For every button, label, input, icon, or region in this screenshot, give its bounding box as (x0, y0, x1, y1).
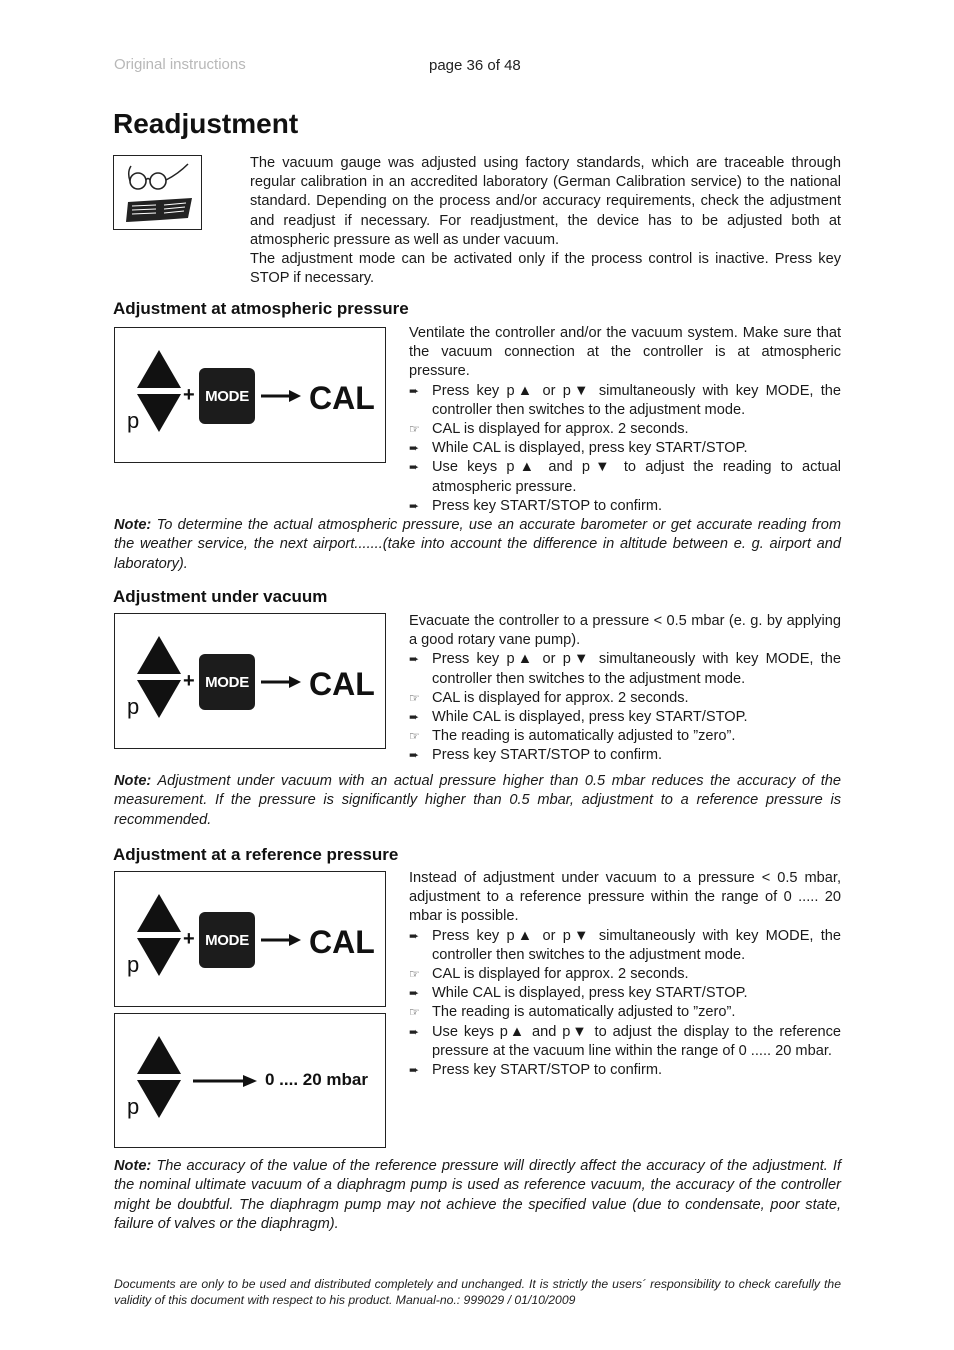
arrow-right-icon: ➨ (409, 1024, 420, 1039)
cal-display: CAL (309, 666, 375, 702)
note-atmospheric: Note: To determine the actual atmospheric pressure, use an accurate barometer or get accurate reading from the weather service, the next airport.......(take into account the difference in altitude between e. g. airport and laboratory). (114, 517, 841, 572)
note-label: Note: (114, 773, 152, 789)
pointing-hand-icon: ☞ (409, 690, 420, 705)
intro-paragraph-2: The adjustment mode can be activated only if the process control is inactive. Press key STOP if necessary. (250, 251, 841, 287)
pointing-hand-icon: ☞ (409, 967, 420, 982)
mode-key: MODE (199, 368, 255, 424)
note-label: Note: (114, 517, 152, 533)
key-p-label: p (127, 952, 140, 977)
heading-reference: Adjustment at a reference pressure (113, 845, 399, 864)
arrow-right-icon: ➨ (409, 928, 420, 943)
p-up-down-keys-icon (133, 348, 185, 434)
arrow-right-icon: ➨ (409, 460, 420, 475)
steps-reference (409, 869, 841, 1080)
page-title: Readjustment (113, 108, 299, 139)
plus-sign: + (183, 928, 195, 950)
mode-key: MODE (199, 912, 255, 968)
cal-display: CAL (309, 924, 375, 960)
arrow-right-icon: ➨ (409, 441, 420, 456)
list-item: ☞ CAL is displayed for approx. 2 seconds. (409, 420, 841, 439)
arrow-right-icon: ➨ (409, 498, 420, 513)
key-p-label: p (127, 1094, 140, 1119)
list-item: ➨ Use keys p▲ and p▼ to adjust the display to the reference pressure at the vacuum line within the range of 0 ..... 20 mbar. (409, 1023, 841, 1059)
intro-paragraph-1: The vacuum gauge was adjusted using factory standards, which are traceable through regular calibration in an accredited laboratory (German Calibration service) to the national standard. Depending on the process and/or accuracy requirements, check the adjustment and readjust if necessary. For readjustment, the device has to be adjusted both at atmospheric pressure as well as under vacuum. (250, 155, 841, 248)
pointing-hand-icon: ☞ (409, 422, 420, 437)
mode-key: MODE (199, 654, 255, 710)
p-up-down-keys-icon (133, 634, 185, 720)
steps-vacuum (409, 612, 841, 766)
atmospheric-step-list (409, 382, 841, 516)
list-item: ➨ Press key START/STOP to confirm. (409, 746, 841, 765)
footer-disclaimer: Documents are only to be used and distributed completely and unchanged. It is strictly the users´ responsibility to check carefully the validity of this document with respect to his product. Manual-no.: 999029 / 01/10/2009 (114, 1277, 841, 1307)
keypad-diagram-atmospheric (114, 327, 386, 463)
arrow-right-icon: ➨ (409, 748, 420, 763)
note-reference: Note: The accuracy of the value of the reference pressure will directly affect the accuracy of the adjustment. If the nominal ultimate vacuum of a diaphragm pump is used as reference vacuum, the accuracy of the controller might be doubtful. The diaphragm pump may not achieve the specified value (due to condensate, poor state, failure of valves or the diaphragm). (114, 1158, 841, 1233)
header-document-type: Original instructions (114, 56, 246, 73)
arrow-right-icon (193, 1073, 257, 1089)
read-instructions-pictogram (113, 155, 202, 230)
keypad-diagram-reference-mode (114, 871, 386, 1007)
list-item: ➨ Use keys p▲ and p▼ to adjust the reading to actual atmospheric pressure. (409, 459, 841, 495)
arrow-right-icon (261, 388, 301, 404)
p-up-down-keys-icon (133, 892, 185, 978)
pointing-hand-icon: ☞ (409, 1005, 420, 1020)
vacuum-intro: Evacuate the controller to a pressure < 0.5 mbar (e. g. by applying a good rotary vane pump). (409, 613, 841, 649)
list-item: ➨ Press key p▲ or p▼ simultaneously with key MODE, the controller then switches to the adjustment mode. (409, 382, 841, 418)
arrow-right-icon: ➨ (409, 383, 420, 398)
arrow-right-icon: ➨ (409, 1063, 420, 1078)
note-vacuum: Note: Adjustment under vacuum with an actual pressure higher than 0.5 mbar reduces the accuracy of the measurement. If the pressure is significantly higher than 0.5 mbar, adjustment to a reference pressure is recommended. (114, 773, 841, 828)
list-item: ➨ Press key p▲ or p▼ simultaneously with key MODE, the controller then switches to the adjustment mode. (409, 651, 841, 687)
list-item: ➨ While CAL is displayed, press key START/STOP. (409, 708, 841, 727)
atmospheric-intro: Ventilate the controller and/or the vacuum system. Make sure that the vacuum connection at the controller is at atmospheric pressure. (409, 325, 841, 380)
arrow-right-icon (261, 932, 301, 948)
glasses-book-icon (114, 156, 201, 229)
p-up-down-keys-icon (133, 1034, 185, 1120)
arrow-right-icon: ➨ (409, 652, 420, 667)
list-item: ➨ While CAL is displayed, press key START/STOP. (409, 439, 841, 458)
vacuum-step-list (409, 650, 841, 765)
key-p-label: p (127, 408, 140, 433)
range-label: 0 .... 20 mbar (265, 1070, 368, 1089)
arrow-right-icon (261, 674, 301, 690)
steps-atmospheric (409, 324, 841, 516)
key-p-label: p (127, 694, 140, 719)
page-number: page 36 of 48 (429, 57, 521, 74)
list-item: ➨ Press key START/STOP to confirm. (409, 1061, 841, 1080)
plus-sign: + (183, 670, 195, 692)
heading-vacuum: Adjustment under vacuum (113, 587, 328, 606)
cal-display: CAL (309, 380, 375, 416)
pointing-hand-icon: ☞ (409, 729, 420, 744)
list-item: ☞ The reading is automatically adjusted to ”zero”. (409, 727, 841, 746)
list-item: ➨ Press key p▲ or p▼ simultaneously with key MODE, the controller then switches to the adjustment mode. (409, 927, 841, 963)
plus-sign: + (183, 384, 195, 406)
arrow-right-icon: ➨ (409, 986, 420, 1001)
keypad-diagram-reference-range (114, 1013, 386, 1148)
list-item: ☞ The reading is automatically adjusted to ”zero”. (409, 1003, 841, 1022)
intro-text (250, 154, 841, 288)
arrow-right-icon: ➨ (409, 710, 420, 725)
keypad-diagram-vacuum (114, 613, 386, 749)
list-item: ➨ While CAL is displayed, press key START/STOP. (409, 984, 841, 1003)
list-item: ➨ Press key START/STOP to confirm. (409, 497, 841, 516)
list-item: ☞ CAL is displayed for approx. 2 seconds. (409, 689, 841, 708)
note-label: Note: (114, 1158, 152, 1174)
reference-intro: Instead of adjustment under vacuum to a pressure < 0.5 mbar, adjustment to a reference pressure within the range of 0 ..... 20 mbar is possible. (409, 870, 841, 925)
reference-step-list (409, 927, 841, 1081)
heading-atmospheric: Adjustment at atmospheric pressure (113, 299, 409, 318)
list-item: ☞ CAL is displayed for approx. 2 seconds. (409, 965, 841, 984)
